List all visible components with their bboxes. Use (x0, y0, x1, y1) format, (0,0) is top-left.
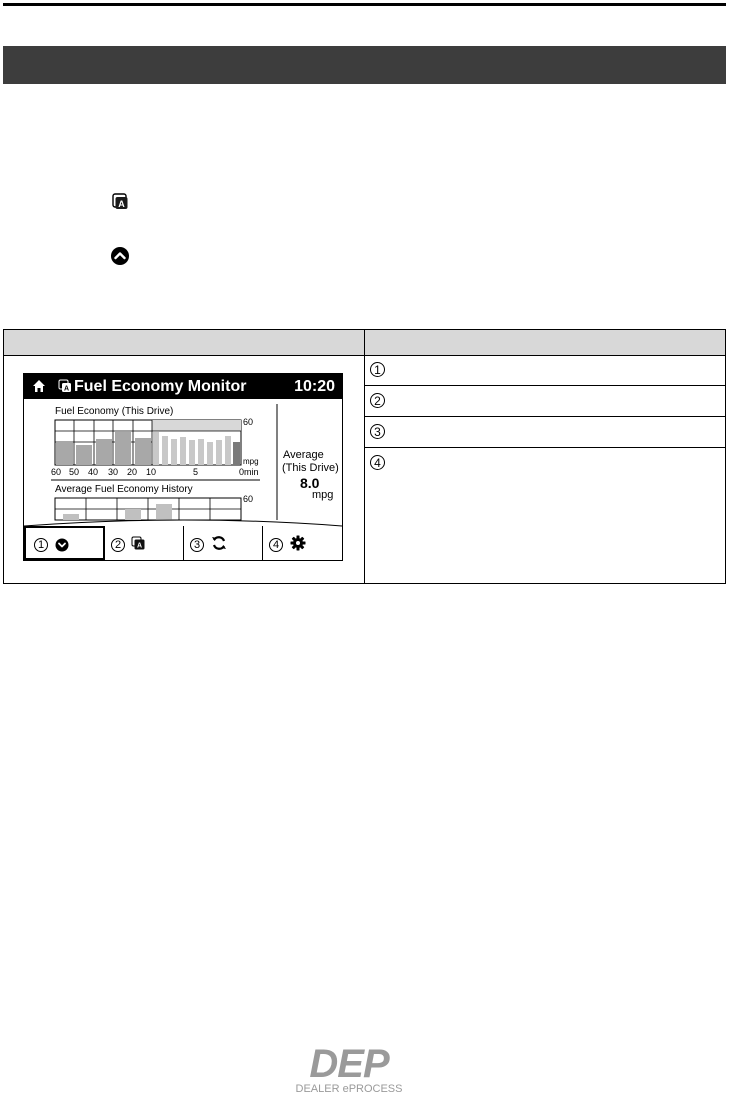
row-number-1: 1 (370, 362, 385, 377)
y-max-label: 60 (243, 417, 254, 427)
fuel-economy-screen (23, 373, 343, 561)
y-max-label: 60 (243, 494, 254, 504)
row-number-2: 2 (370, 393, 385, 408)
svg-text:DEALER ePROCESS: DEALER ePROCESS (295, 1083, 403, 1095)
row-number-4: 4 (370, 455, 385, 470)
x-tick: 60 (51, 467, 62, 477)
softkey-bar (24, 520, 342, 560)
panel-title-this-drive: Fuel Economy (This Drive) (55, 406, 174, 417)
chevron-down-circle-icon (55, 538, 69, 552)
softkey-number: 1 (34, 538, 48, 552)
row-separator (365, 416, 725, 417)
softkey-3[interactable] (184, 526, 263, 560)
svg-text:A: A (118, 199, 125, 209)
x-tick: 0min (239, 467, 259, 477)
screen-title: Fuel Economy Monitor (74, 378, 247, 395)
chevron-up-circle-icon (110, 246, 130, 266)
svg-text:DEP: DEP (309, 1043, 389, 1086)
softkey-2[interactable] (105, 526, 184, 560)
reference-table (3, 329, 726, 584)
average-value: 8.0 (300, 475, 320, 491)
x-tick: 10 (146, 467, 157, 477)
auto-a-icon (110, 192, 130, 212)
softkey-number: 2 (111, 538, 125, 552)
svg-text:A: A (63, 385, 70, 393)
softkey-1[interactable] (24, 526, 105, 560)
average-unit: mpg (312, 489, 334, 501)
x-tick: 40 (88, 467, 99, 477)
table-divider (364, 330, 365, 583)
panel-title-history: Average Fuel Economy History (55, 484, 193, 495)
average-label: Average (283, 449, 324, 461)
refresh-icon (211, 535, 227, 551)
section-header-band (3, 46, 726, 84)
clock: 10:20 (294, 378, 335, 395)
x-tick: 20 (127, 467, 138, 477)
x-tick: 30 (108, 467, 119, 477)
auto-a-icon (131, 536, 145, 550)
row-separator (365, 385, 725, 386)
average-sublabel: (This Drive) (282, 462, 339, 474)
row-number-3: 3 (370, 424, 385, 439)
x-tick: 5 (193, 467, 199, 477)
gear-icon (290, 535, 306, 551)
softkey-number: 3 (190, 538, 204, 552)
dealer-eprocess-logo (284, 1043, 414, 1095)
y-unit: mpg (243, 457, 259, 466)
x-tick: 50 (69, 467, 80, 477)
row-separator (365, 447, 725, 448)
softkey-number: 4 (269, 538, 283, 552)
top-rule (3, 3, 726, 6)
softkey-4[interactable] (263, 526, 342, 560)
svg-text:A: A (136, 542, 143, 550)
